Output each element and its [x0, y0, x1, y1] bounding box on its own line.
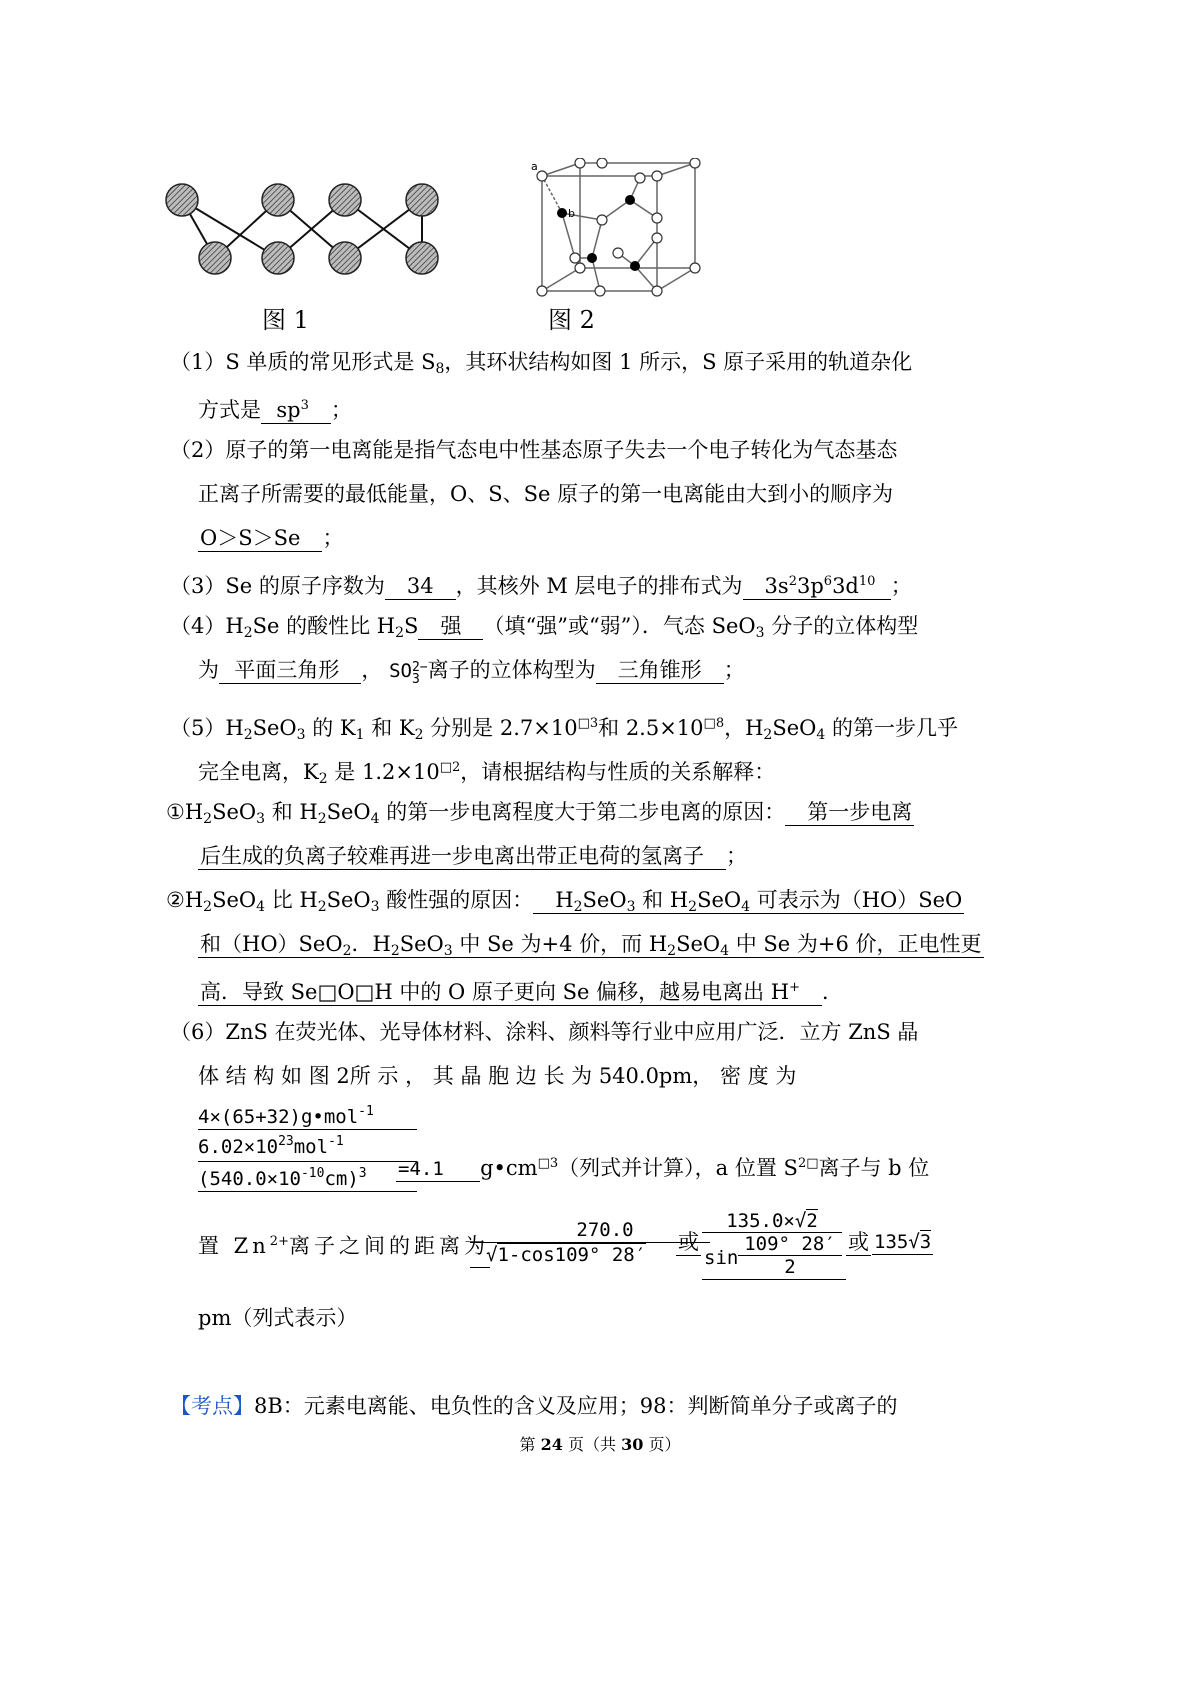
q5-line1: $(5)H_2SeO_3$ 的 $K_1$ 和 $K_2$ 分别是 $2.7\times 10^{□3}$和 $2.5\times 10^{□8}$，$H_2SeO_4$ 的第一步几乎 [170, 716, 958, 743]
q5-sub2-answer-c: 高．导致 Se□O□H 中的 O 原子更向 Se 偏移，越易电离出 H+ [198, 980, 822, 1006]
page-number: 24 [540, 1435, 563, 1454]
q5-line2: 完全电离，$K_2$ 是 $1.2\times 10^{□2}$，请根据结构与性质的关系解释： [198, 760, 776, 787]
q5-sub1-line2: 后生成的负离子较难再进一步电离出带正电荷的氢离子 ； [200, 844, 748, 868]
q5-sub2-answer-a: $H_2SeO_3$ 和 $H_2SeO_4$ 可表示为（HO）SeO [533, 888, 964, 914]
kaodian-tag: 【考点】 [170, 1394, 254, 1418]
density-result: =4.1 $g•cm^{□3}$（列式并计算），a 位置 $S^{2□}$离子与 b 位 [398, 1156, 930, 1180]
q2-answer: O＞S＞Se [198, 526, 322, 552]
q4-line2: 为 平面三角形 ， SO 2− 3 离子的立体构型为 三角锥形 ； [198, 658, 745, 687]
q5-sub1-line1: $①H_2SeO_3$ 和 $H_2SeO_4$ 的第一步电离程度大于第二步电离的原因： 第一步电离 [166, 800, 913, 827]
sulfur-atom [406, 184, 438, 216]
label-b: b [568, 207, 575, 220]
figure-1-caption: 图 1 [262, 306, 309, 334]
q2-line2: 正离子所需要的最低能量，O、S、Se 原子的第一电离能由大到小的顺序为 [198, 482, 894, 506]
distance-line-text: 置 $Zn^{2+}$离子之间的距离为 [198, 1234, 489, 1258]
or-2: 或 [848, 1230, 869, 1254]
or-1: 或 [678, 1230, 699, 1254]
q4-answer1: 强 [418, 614, 483, 640]
formula-numerator-bottom: $6.02\times 10^{23}mol^{-1}$ [198, 1129, 417, 1159]
sulfur-atom [262, 242, 294, 274]
distance-fraction-2: 135.0×√2 sin 109° 28′ 2 [702, 1210, 842, 1277]
sulfur-atom [329, 184, 361, 216]
formula-numerator-top: 4×(65+32)g•mol$^{-1}$ [198, 1104, 374, 1128]
kaodian-line: 【考点】8B：元素电离能、电负性的含义及应用；98：判断简单分子或离子的 [170, 1394, 898, 1418]
page-total: 30 [621, 1435, 644, 1454]
sulfur-atom [166, 184, 198, 216]
q4-answer2: 平面三角形 [219, 658, 361, 684]
figure-1-s8-ring [160, 170, 460, 285]
q5-sub2-line3: 高．导致 Se□O□H 中的 O 原子更向 Se 偏移，越易电离出 H+ ． [200, 980, 844, 1004]
q5-sub2-line1: $②H_2SeO_4$ 比 $H_2SeO_3$ 酸性强的原因： $H_2SeO_3$ 和 $H_2SeO_4$ 可表示为（HO）SeO [166, 888, 963, 915]
sulfur-atom [329, 242, 361, 274]
q1-line1: （1）S 单质的常见形式是 $S_8$，其环状结构如图 1 所示，S 原子采用的轨道杂化 [170, 350, 913, 377]
q2-line3: O＞S＞Se ； [200, 526, 344, 550]
q1-line2: 方式是 $sp^3$ ； [198, 398, 352, 422]
q6-end: pm（列式表示） [198, 1306, 358, 1330]
distance-fraction-1: 270.0 √1-cos109° 28′ [470, 1218, 710, 1268]
page-footer: 第 24 页（共 30 页） [519, 1435, 681, 1454]
q3-answer1: 34 [385, 574, 456, 600]
formula-denominator: $(540.0\times 10^{-10}cm)^3$ [198, 1162, 417, 1192]
q5-sub2-answer-b: 和（HO）SeO$_2$．$H_2SeO_3$ 中 Se 为+4 价，而 $H_2SeO_4$ 中 Se 为+6 价，正电性更 [200, 932, 982, 959]
q2-line1: （2）原子的第一电离能是指气态电中性基态原子失去一个电子转化为气态基态 [170, 438, 898, 462]
q6-line2: 体 结 构 如 图 2所 示 ， 其 晶 胞 边 长 为 540.0pm， 密 度 为 [198, 1064, 797, 1088]
distance-expression-3: 135√3 [874, 1231, 932, 1253]
sulfur-atom [199, 242, 231, 274]
q4-line1: $(4)H_2Se$ 的酸性比 $H_2S$ 强 （填“强”或“弱”）．气态 SeO$_3$ 分子的立体构型 [170, 614, 919, 641]
label-a: a [531, 160, 538, 173]
sulfur-atom [406, 242, 438, 274]
sulfite-ion: SO 2− 3 [389, 660, 428, 687]
q3-line: （3）Se 的原子序数为 34 ，其核外 M 层电子的排布式为 $3s^23p^63d^{10}$ ； [170, 574, 912, 598]
density-formula [198, 1100, 417, 1192]
density-answer: =4.1 [396, 1158, 480, 1182]
sulfur-atom [262, 184, 294, 216]
q5-sub1-answer-a: 第一步电离 [785, 800, 914, 826]
q1-answer: $sp^3$ [261, 398, 331, 424]
q6-line1: （6）ZnS 在荧光体、光导体材料、涂料、颜料等行业中应用广泛．立方 ZnS 晶 [170, 1020, 919, 1044]
q5-sub1-answer-b: 后生成的负离子较难再进一步电离出带正电荷的氢离子 [198, 844, 726, 870]
q5-sub2-line2 [198, 928, 984, 967]
q4-answer3: 三角锥形 [596, 658, 724, 684]
q3-answer2: $3s^23p^63d^{10}$ [743, 574, 891, 600]
figure-2-zns-cell [530, 158, 715, 303]
figure-2-caption: 图 2 [548, 306, 595, 334]
